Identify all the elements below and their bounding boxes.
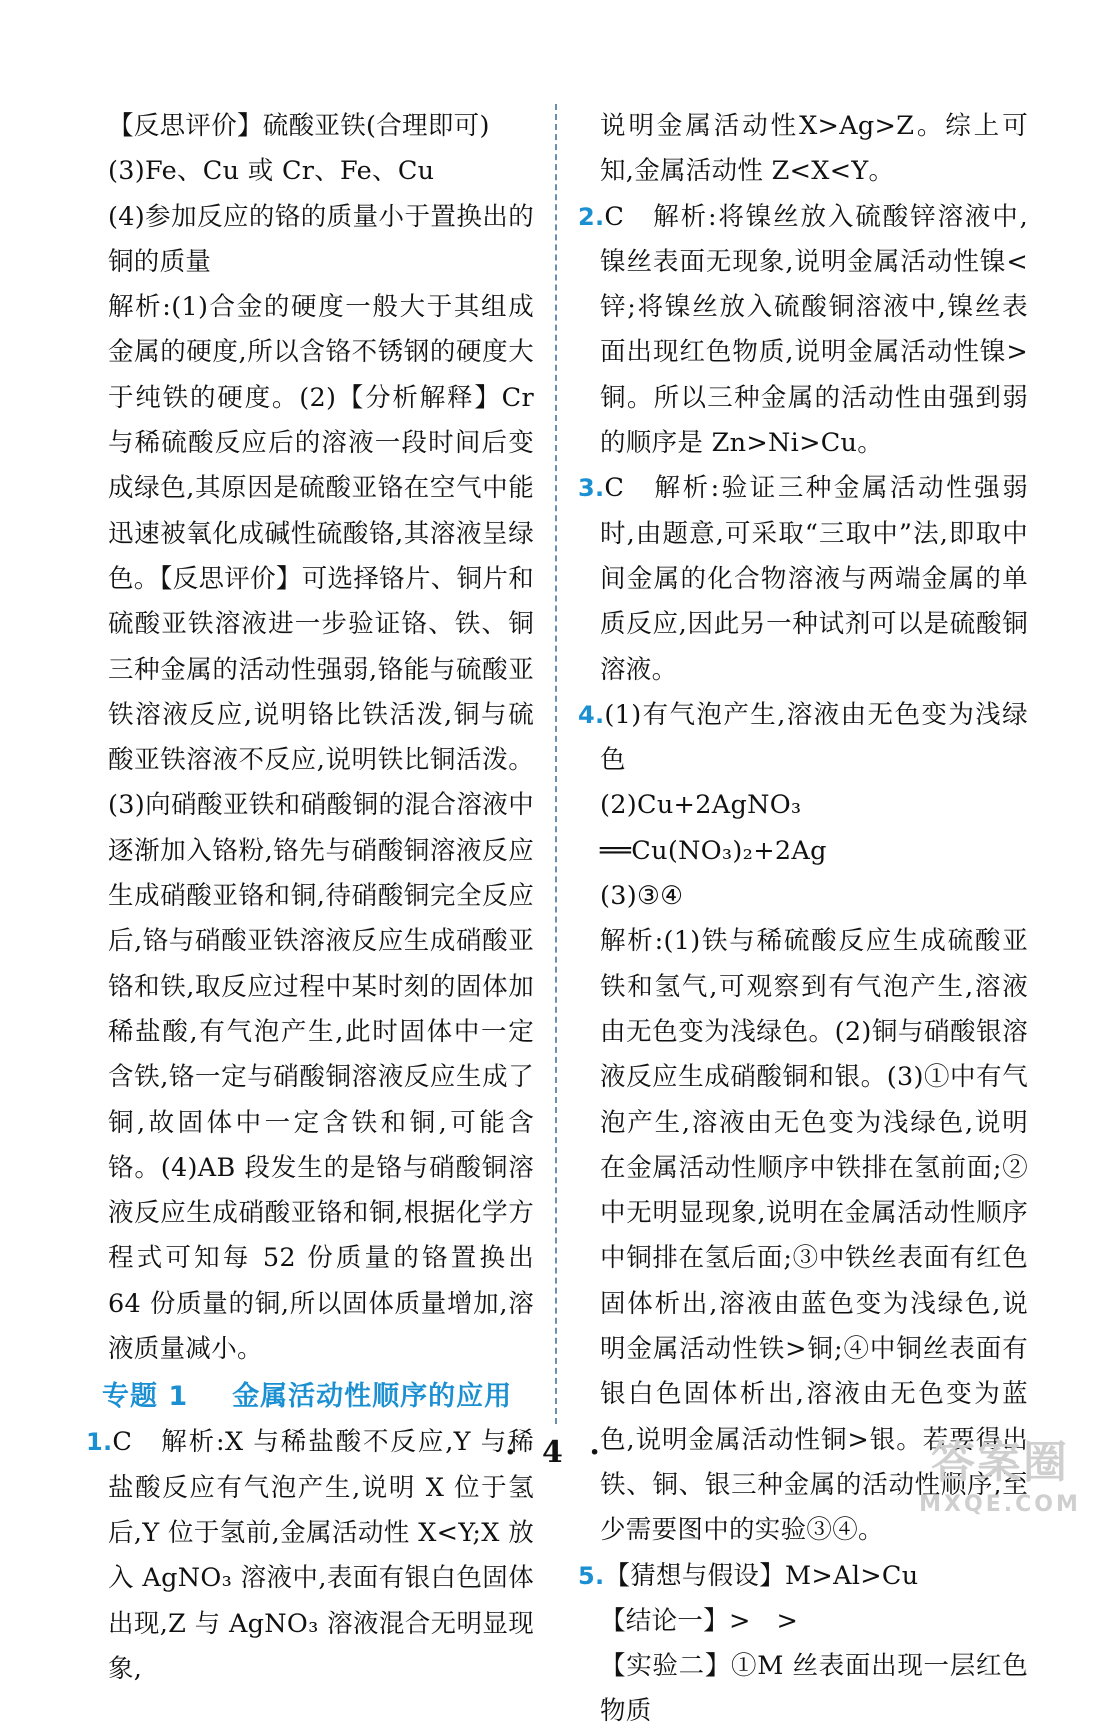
- question-5-line-1: 【猜想与假设】M>Al>Cu: [604, 1560, 919, 1591]
- question-2: [578, 195, 1028, 467]
- question-1-text: C 解析:X 与稀盐酸不反应,Y 与稀盐酸反应有气泡产生,说明 X 位于氢后,Y 位于氢前,金属活动性 X<Y;X 放入 AgNO₃ 溶液中,表面有银白色固体出现,Z 与 AgNO₃ 溶液混合无明显现象,: [108, 1427, 534, 1684]
- watermark-cn: 答案圈: [931, 1437, 1069, 1488]
- answer-line-3: (3)Fe、Cu 或 Cr、Fe、Cu: [108, 156, 435, 187]
- topic-heading: [102, 1374, 534, 1420]
- question-5-line-3: 【实验二】①M 丝表面出现一层红色物质: [600, 1651, 1028, 1727]
- question-number: 3.: [578, 474, 605, 503]
- question-1-continued: 说明金属活动性X>Ag>Z。综上可知,金属活动性 Z<X<Y。: [600, 111, 1028, 187]
- question-number: 1.: [86, 1428, 113, 1457]
- column-divider: [555, 104, 559, 1424]
- question-number: 5.: [578, 1561, 605, 1590]
- answer-line-reflection: 【反思评价】硫酸亚铁(合理即可): [108, 111, 490, 141]
- watermark-logo: [895, 1436, 1105, 1532]
- question-4-answer-3: (3)③④: [600, 881, 684, 912]
- question-4-analysis: 解析:(1)铁与稀硫酸反应生成硫酸亚铁和氢气,可观察到有气泡产生,溶液由无色变为浅绿色。(2)铜与硝酸银溶液反应生成硝酸铜和银。(3)①中有气泡产生,溶液由无色变为浅绿色,说明在金属活动性顺序中铁排在氢前面;②中无明显现象,说明在金属活动性顺序中铜排在氢后面;③中铁丝表面有红色固体析出,溶液由蓝色变为浅绿色,说明金属活动性铁>铜;④中铜丝表面有银白色固体析出,溶液由无色变为蓝色,说明金属活动性铜>银。若要得出铁、铜、银三种金属的活动性顺序,至少需要图中的实验③④。: [600, 926, 1028, 1546]
- watermark-en: MXQE.COM: [919, 1492, 1081, 1517]
- question-number: 4.: [578, 700, 605, 729]
- topic-title: 金属活动性顺序的应用: [232, 1381, 513, 1413]
- question-3: [578, 466, 1028, 692]
- question-5: [578, 1554, 1028, 1599]
- question-4-answer-2: (2)Cu+2AgNO₃ ══Cu(NO₃)₂+2Ag: [600, 790, 827, 866]
- question-4: [578, 693, 1028, 784]
- question-number: 2.: [578, 202, 605, 231]
- analysis-paragraph: 解析:(1)合金的硬度一般大于其组成金属的硬度,所以含铬不锈钢的硬度大于纯铁的硬度。(2)【分析解释】Cr 与稀硫酸反应后的溶液一段时间后变成绿色,其原因是硫酸亚铬在空气中能迅速被氧化成碱性硫酸铬,其溶液呈绿色。【反思评价】可选择铬片、铜片和硫酸亚铁溶液进一步验证铬、铁、铜三种金属的活动性强弱,铬能与硫酸亚铁溶液反应,说明铬比铁活泼,铜与硫酸亚铁溶液不反应,说明铁比铜活泼。(3)向硝酸亚铁和硝酸铜的混合溶液中逐渐加入铬粉,铬先与硝酸铜溶液反应生成硝酸亚铬和铜,待硝酸铜完全反应后,铬与硝酸亚铁溶液反应生成硝酸亚铬和铁,取反应过程中某时刻的固体加稀盐酸,有气泡产生,此时固体中一定含铁,铬一定与硝酸铜溶液反应生成了铜,故固体中一定含铁和铜,可能含铬。(4)AB 段发生的是铬与硝酸铜溶液反应生成硝酸亚铬和铜,根据化学方程式可知每 52 份质量的铬置换出 64 份质量的铜,所以固体质量增加,溶液质量减小。: [108, 292, 534, 1365]
- question-4-answer-1: (1)有气泡产生,溶液由无色变为浅绿色: [600, 699, 1028, 776]
- question-2-text: C 解析:将镍丝放入硫酸锌溶液中,镍丝表面无现象,说明金属活动性镍<锌;将镍丝放入硫酸铜溶液中,镍丝表面出现红色物质,说明金属活动性镍>铜。所以三种金属的活动性由强到弱的顺序是 Zn>Ni>Cu。: [600, 201, 1028, 459]
- topic-label: 专题 1: [102, 1381, 189, 1413]
- question-5-line-2: 【结论一】> >: [600, 1605, 799, 1636]
- question-3-text: C 解析:验证三种金属活动性强弱时,由题意,可采取“三取中”法,即取中间金属的化合物溶液与两端金属的单质反应,因此另一种试剂可以是硫酸铜溶液。: [600, 473, 1028, 685]
- answer-line-4: (4)参加反应的铬的质量小于置换出的铜的质量: [108, 201, 534, 277]
- page-number: · 4 ·: [505, 1435, 608, 1470]
